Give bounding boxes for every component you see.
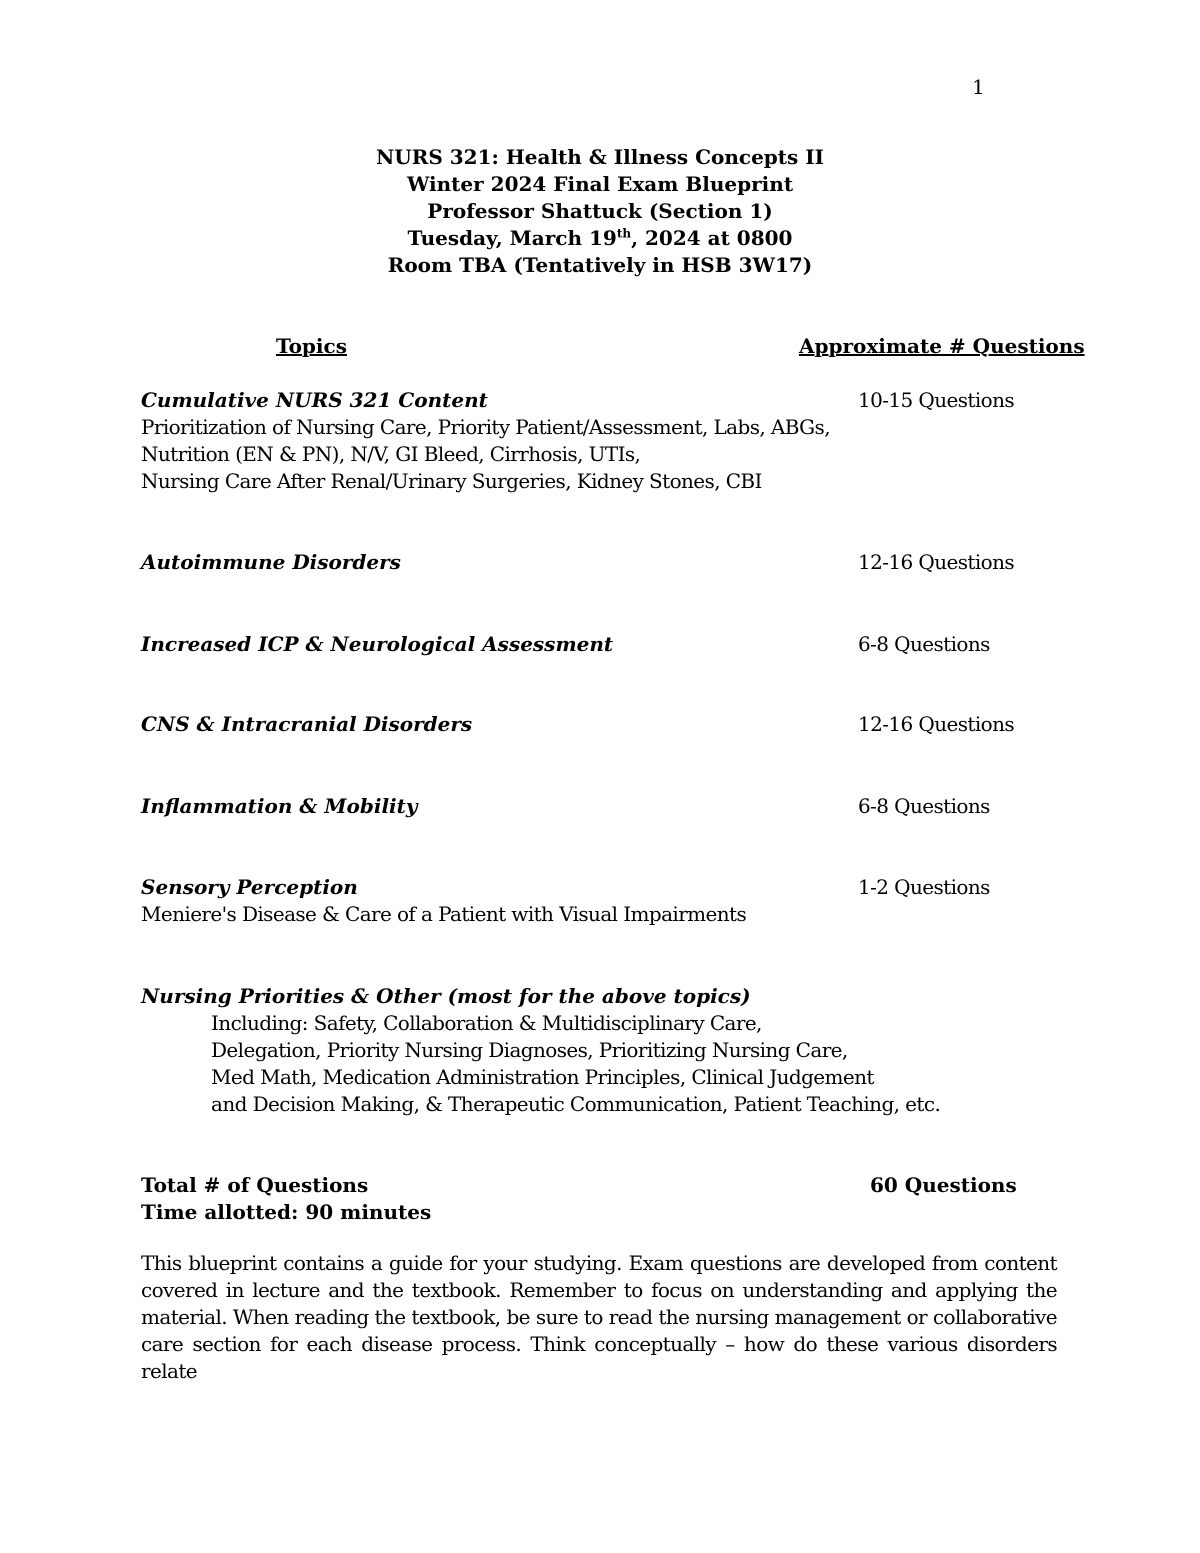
- topic-detail: Prioritization of Nursing Care, Priority Patient/Assessment, Labs, ABGs,: [141, 415, 830, 439]
- topic-detail: Nutrition (EN & PN), N/V, GI Bleed, Cirrhosis, UTIs,: [141, 442, 641, 466]
- priorities-detail: Med Math, Medication Administration Principles, Clinical Judgement: [211, 1065, 874, 1089]
- topic-count: 10-15 Questions: [858, 388, 1015, 412]
- topic-title: Autoimmune Disorders: [141, 550, 401, 574]
- exam-date: [0, 226, 1200, 250]
- topic-title: Increased ICP & Neurological Assessment: [141, 632, 614, 656]
- topic-detail: Nursing Care After Renal/Urinary Surgeries, Kidney Stones, CBI: [141, 469, 762, 493]
- questions-column-header: Approximate # Questions: [799, 334, 1085, 358]
- total-questions-label: Total # of Questions: [141, 1173, 369, 1197]
- topic-detail: Meniere's Disease & Care of a Patient with Visual Impairments: [141, 902, 747, 926]
- study-guide-paragraph: This blueprint contains a guide for your studying. Exam questions are developed from content covered in lecture and the textbook. Remember to focus on understanding and applying the material. When reading the textbook, be sure to read the nursing management or collaborative care section for each disease process. Think conceptually – how do these various disorders relate: [141, 1251, 1057, 1383]
- exam-title: Winter 2024 Final Exam Blueprint: [406, 172, 794, 196]
- topic-title: CNS & Intracranial Disorders: [141, 712, 473, 736]
- topic-count: 1-2 Questions: [858, 875, 990, 899]
- topic-count: 6-8 Questions: [858, 794, 990, 818]
- course-title: NURS 321: Health & Illness Concepts II: [376, 145, 824, 169]
- exam-date-main: Tuesday, March 19: [407, 226, 617, 250]
- topic-count: 12-16 Questions: [858, 712, 1015, 736]
- page-number: 1: [972, 75, 985, 99]
- priorities-title: Nursing Priorities & Other (most for the above topics): [141, 984, 751, 1008]
- priorities-detail: Including: Safety, Collaboration & Multidisciplinary Care,: [211, 1011, 762, 1035]
- topic-title: Sensory Perception: [141, 875, 358, 899]
- exam-date-suffix: th: [616, 226, 632, 241]
- time-allotted: Time allotted: 90 minutes: [141, 1200, 432, 1224]
- topics-column-header: Topics: [276, 334, 347, 358]
- exam-room: Room TBA (Tentatively in HSB 3W17): [387, 253, 813, 277]
- topic-title: Cumulative NURS 321 Content: [141, 388, 488, 412]
- exam-date-time: , 2024 at 0800: [631, 226, 793, 250]
- priorities-detail: and Decision Making, & Therapeutic Communication, Patient Teaching, etc.: [211, 1092, 941, 1116]
- topic-title: Inflammation & Mobility: [141, 794, 418, 818]
- topic-count: 12-16 Questions: [858, 550, 1015, 574]
- total-questions-value: 60 Questions: [870, 1173, 1017, 1197]
- topic-count: 6-8 Questions: [858, 632, 990, 656]
- professor-line: Professor Shattuck (Section 1): [427, 199, 773, 223]
- priorities-detail: Delegation, Priority Nursing Diagnoses, Prioritizing Nursing Care,: [211, 1038, 848, 1062]
